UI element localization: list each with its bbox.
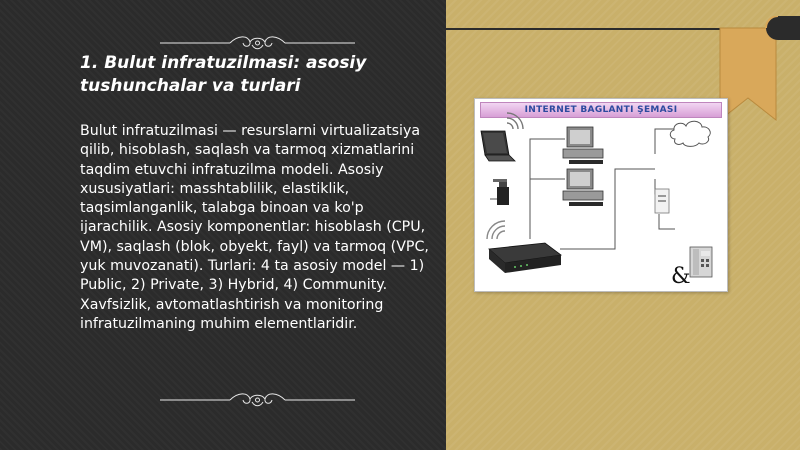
slide-body-text: Bulut infratuzilmasi — resurslarni virtualizatsiya qilib, hisoblash, saqlash va tarmoq xizmatlarini taqdim etuvchi infratuzilma modeli. Asosiy xususiyatlari: masshtablilik, elastiklik, taqsimlanganlik, talabga binoan va ko'p ijarachilik. Asosiy komponentlar: hisoblash (CPU, VM), saqlash (blok, obyekt, fayl) va tarmoq (VPC, yuk muvozanati). Turlari: 4 ta asosiy model — 1) Public, 2) Private, 3) Hybrid, 4) Community. Xavfsizlik, avtomatlashtirish va monitoring infratuzilmaning muhim elementlaridir. [80,123,429,332]
flourish-ornament-icon [160,33,355,53]
modem-icon [493,179,509,205]
flourish-ornament-icon [160,390,355,410]
desktop-computer-icon [563,169,603,206]
cloud-icon [670,121,710,146]
diagram-banner-title: INTERNET BAGLANTI ŞEMASI [524,105,678,115]
splitter-icon [655,189,669,213]
ampersand-glyph: & [671,264,691,289]
bookmark-ribbon-icon [716,16,800,124]
wifi-signal-icon [487,221,505,239]
network-illustration [475,99,727,291]
desktop-computer-icon [563,127,603,164]
router-icon [489,243,561,273]
wifi-signal-icon [507,113,523,129]
laptop-icon [481,131,515,161]
telephone-icon [690,247,712,277]
network-diagram-image [474,98,728,292]
slide-title: 1. Bulut infratuzilmasi: asosiy tushunchalar va turlari [80,53,367,96]
